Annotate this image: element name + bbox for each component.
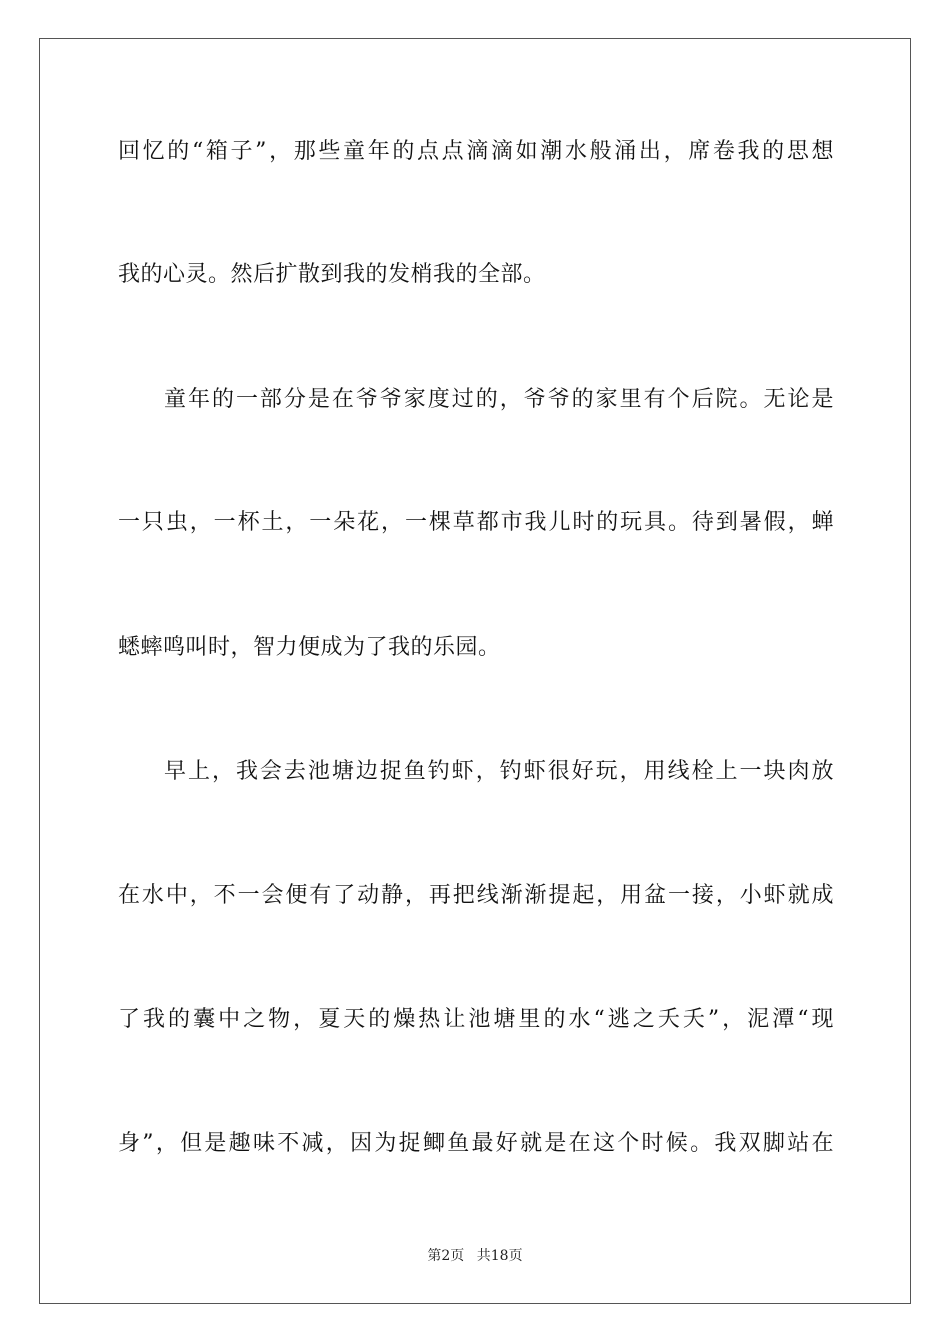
text-line-8: 了我的囊中之物，夏天的燥热让池塘里的水“逃之夭夭”，泥潭“现 <box>118 1007 834 1032</box>
text-line-1: 回忆的“箱子”，那些童年的点点滴滴如潮水般涌出，席卷我的思想 <box>118 139 834 164</box>
text-line-3: 童年的一部分是在爷爷家度过的，爷爷的家里有个后院。无论是 <box>164 387 834 412</box>
text-line-7: 在水中，不一会便有了动静，再把线渐渐提起，用盆一接，小虾就成 <box>118 883 834 908</box>
text-line-9: 身”，但是趣味不减，因为捉鲫鱼最好就是在这个时候。我双脚站在 <box>118 1131 834 1156</box>
page-border <box>39 38 911 1304</box>
text-line-5: 蟋蟀鸣叫时，智力便成为了我的乐园。 <box>118 635 501 660</box>
page-footer <box>0 1246 950 1266</box>
text-line-2: 我的心灵。然后扩散到我的发梢我的全部。 <box>118 262 546 287</box>
text-line-4: 一只虫，一杯土，一朵花，一棵草都市我儿时的玩具。待到暑假，蝉 <box>118 510 834 535</box>
page-total: 共18页 <box>476 1248 523 1264</box>
text-line-6: 早上，我会去池塘边捉鱼钓虾，钓虾很好玩，用线栓上一块肉放 <box>164 759 834 784</box>
page-number: 第2页 <box>427 1248 465 1264</box>
